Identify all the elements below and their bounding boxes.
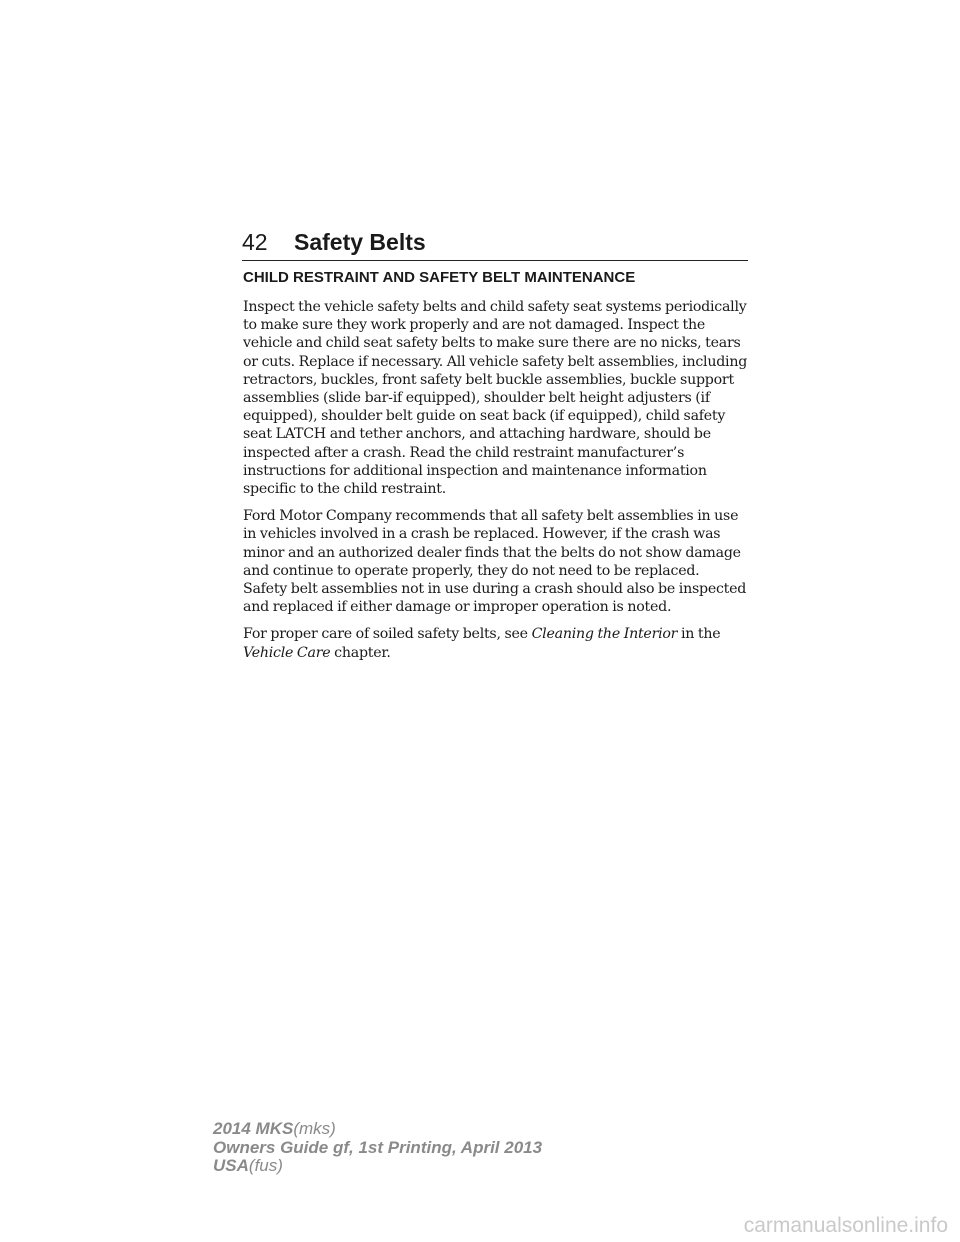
page-header	[242, 228, 748, 261]
paragraph-line: retractors, buckles, front safety belt buckle assemblies, buckle support	[243, 371, 734, 388]
paragraph-replacement	[243, 507, 749, 616]
paragraph-line: minor and an authorized dealer finds that the belts do not show damage	[243, 544, 741, 561]
footer-market-code: (fus)	[248, 1156, 283, 1175]
paragraph-line: Safety belt assemblies not in use during a crash should also be inspected	[243, 581, 747, 598]
vehicle-care-reference: Vehicle Care	[243, 644, 331, 661]
care-text: chapter.	[330, 644, 391, 661]
cleaning-interior-reference: Cleaning the Interior	[531, 626, 678, 643]
paragraph-line: in vehicles involved in a crash be replaced. However, if the crash was	[243, 526, 721, 543]
paragraph-inspection	[243, 298, 749, 498]
footer-line-model	[213, 1120, 633, 1139]
footer-market: USA	[213, 1156, 249, 1175]
paragraph-line: equipped), shoulder belt guide on seat back (if equipped), child safety	[243, 408, 726, 425]
footer-printing: Owners Guide gf, 1st Printing, April 2013	[213, 1137, 543, 1157]
paragraph-line: specific to the child restraint.	[243, 481, 447, 498]
paragraph-line: Inspect the vehicle safety belts and child safety seat systems periodically	[243, 299, 747, 315]
care-text: in the	[677, 626, 721, 643]
paragraph-line: and continue to operate properly, they do not need to be replaced.	[243, 562, 700, 579]
paragraph-line: or cuts. Replace if necessary. All vehicle safety belt assemblies, including	[243, 353, 748, 370]
footer-line-market	[213, 1157, 633, 1176]
paragraph-line: instructions for additional inspection and maintenance information	[243, 462, 707, 479]
paragraph-line: to make sure they work properly and are not damaged. Inspect the	[243, 317, 705, 334]
page-number: 42	[242, 229, 268, 255]
footer-model-code: (mks)	[293, 1119, 336, 1138]
paragraph-line: Ford Motor Company recommends that all safety belt assemblies in use	[243, 508, 739, 525]
paragraph-line: vehicle and child seat safety belts to make sure there are no nicks, tears	[243, 335, 741, 352]
care-text: For proper care of soiled safety belts, see	[243, 626, 532, 643]
section-title: Safety Belts	[294, 229, 426, 255]
main-content	[243, 268, 749, 671]
paragraph-line: inspected after a crash. Read the child restraint manufacturer’s	[243, 444, 685, 461]
paragraph-line	[243, 625, 749, 643]
paragraph-line: seat LATCH and tether anchors, and attaching hardware, should be	[243, 426, 711, 443]
paragraph-line: and replaced if either damage or improper operation is noted.	[243, 599, 672, 616]
document-footer	[213, 1120, 633, 1176]
section-heading: CHILD RESTRAINT AND SAFETY BELT MAINTENANCE	[243, 269, 636, 286]
paragraph-line	[243, 644, 749, 662]
paragraph-line: assemblies (slide bar-if equipped), shoulder belt height adjusters (if	[243, 390, 710, 407]
paragraph-care	[243, 625, 749, 661]
footer-model: 2014 MKS	[213, 1119, 294, 1138]
watermark: carmanualsonline.info	[743, 1214, 948, 1237]
